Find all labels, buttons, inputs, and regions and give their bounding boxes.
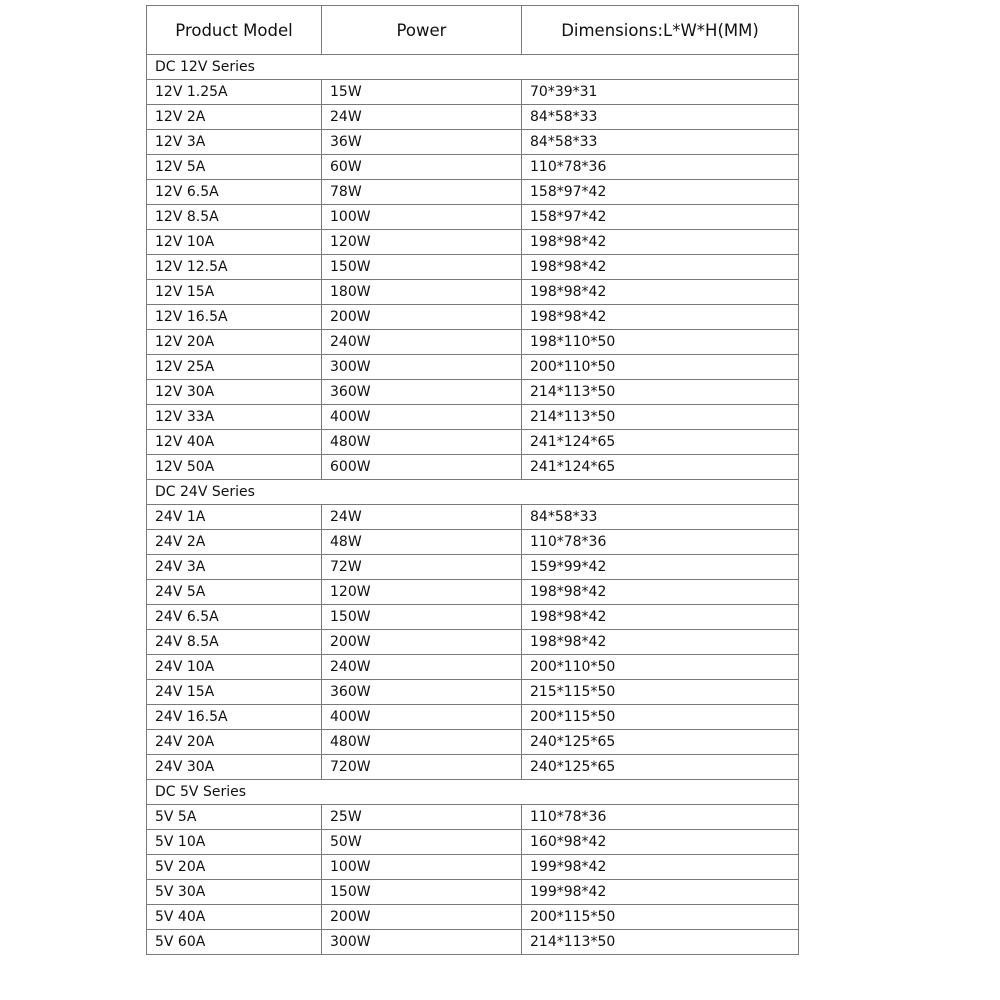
cell-product-model: 5V 10A	[147, 830, 322, 855]
cell-power: 100W	[322, 855, 522, 880]
cell-dimensions: 158*97*42	[522, 180, 799, 205]
cell-product-model: 12V 50A	[147, 455, 322, 480]
cell-power: 48W	[322, 530, 522, 555]
cell-product-model: 24V 2A	[147, 530, 322, 555]
table-row	[147, 530, 799, 555]
cell-power: 120W	[322, 230, 522, 255]
cell-power: 25W	[322, 805, 522, 830]
cell-power: 300W	[322, 930, 522, 955]
cell-power: 480W	[322, 730, 522, 755]
cell-dimensions: 241*124*65	[522, 455, 799, 480]
cell-power: 150W	[322, 605, 522, 630]
table-row	[147, 180, 799, 205]
cell-power: 180W	[322, 280, 522, 305]
cell-product-model: 12V 5A	[147, 155, 322, 180]
series-row	[147, 55, 799, 80]
cell-dimensions: 198*110*50	[522, 330, 799, 355]
cell-product-model: 5V 40A	[147, 905, 322, 930]
cell-dimensions: 200*115*50	[522, 705, 799, 730]
table-row	[147, 80, 799, 105]
series-row	[147, 780, 799, 805]
cell-product-model: 24V 15A	[147, 680, 322, 705]
table-row	[147, 580, 799, 605]
cell-power: 60W	[322, 155, 522, 180]
table-row	[147, 130, 799, 155]
table-row	[147, 680, 799, 705]
cell-dimensions: 200*110*50	[522, 355, 799, 380]
cell-dimensions: 84*58*33	[522, 505, 799, 530]
table-row	[147, 905, 799, 930]
cell-dimensions: 198*98*42	[522, 305, 799, 330]
cell-product-model: 12V 6.5A	[147, 180, 322, 205]
table-row	[147, 755, 799, 780]
header-product-model: Product Model	[147, 6, 322, 55]
cell-power: 150W	[322, 255, 522, 280]
cell-product-model: 12V 30A	[147, 380, 322, 405]
table-row	[147, 105, 799, 130]
cell-power: 150W	[322, 880, 522, 905]
table-row	[147, 930, 799, 955]
header-power: Power	[322, 6, 522, 55]
cell-product-model: 5V 30A	[147, 880, 322, 905]
cell-product-model: 5V 5A	[147, 805, 322, 830]
cell-product-model: 12V 15A	[147, 280, 322, 305]
header-dimensions: Dimensions:L*W*H(MM)	[522, 6, 799, 55]
cell-dimensions: 198*98*42	[522, 605, 799, 630]
spec-table	[146, 5, 799, 955]
cell-power: 36W	[322, 130, 522, 155]
cell-product-model: 12V 33A	[147, 405, 322, 430]
cell-product-model: 12V 10A	[147, 230, 322, 255]
cell-product-model: 24V 5A	[147, 580, 322, 605]
cell-power: 300W	[322, 355, 522, 380]
table-row	[147, 380, 799, 405]
cell-product-model: 24V 6.5A	[147, 605, 322, 630]
table-row	[147, 280, 799, 305]
cell-power: 200W	[322, 305, 522, 330]
cell-dimensions: 110*78*36	[522, 805, 799, 830]
table-row	[147, 405, 799, 430]
cell-power: 720W	[322, 755, 522, 780]
cell-power: 72W	[322, 555, 522, 580]
cell-power: 240W	[322, 655, 522, 680]
cell-power: 24W	[322, 505, 522, 530]
cell-product-model: 12V 25A	[147, 355, 322, 380]
cell-power: 400W	[322, 405, 522, 430]
table-row	[147, 230, 799, 255]
cell-product-model: 5V 20A	[147, 855, 322, 880]
table-row	[147, 330, 799, 355]
cell-dimensions: 110*78*36	[522, 155, 799, 180]
cell-dimensions: 214*113*50	[522, 405, 799, 430]
table-row	[147, 305, 799, 330]
cell-product-model: 12V 40A	[147, 430, 322, 455]
cell-dimensions: 199*98*42	[522, 880, 799, 905]
table-header	[147, 6, 799, 55]
cell-product-model: 12V 2A	[147, 105, 322, 130]
cell-product-model: 12V 12.5A	[147, 255, 322, 280]
table-row	[147, 880, 799, 905]
cell-dimensions: 199*98*42	[522, 855, 799, 880]
cell-dimensions: 70*39*31	[522, 80, 799, 105]
cell-dimensions: 198*98*42	[522, 580, 799, 605]
cell-product-model: 12V 3A	[147, 130, 322, 155]
cell-dimensions: 214*113*50	[522, 380, 799, 405]
series-row	[147, 480, 799, 505]
table-row	[147, 430, 799, 455]
cell-power: 600W	[322, 455, 522, 480]
cell-power: 78W	[322, 180, 522, 205]
table-row	[147, 605, 799, 630]
cell-dimensions: 158*97*42	[522, 205, 799, 230]
table-row	[147, 155, 799, 180]
cell-power: 200W	[322, 630, 522, 655]
cell-dimensions: 200*115*50	[522, 905, 799, 930]
cell-power: 400W	[322, 705, 522, 730]
cell-dimensions: 84*58*33	[522, 105, 799, 130]
cell-product-model: 12V 8.5A	[147, 205, 322, 230]
cell-power: 480W	[322, 430, 522, 455]
cell-power: 50W	[322, 830, 522, 855]
table-row	[147, 455, 799, 480]
cell-dimensions: 215*115*50	[522, 680, 799, 705]
cell-dimensions: 84*58*33	[522, 130, 799, 155]
table-row	[147, 705, 799, 730]
cell-product-model: 24V 20A	[147, 730, 322, 755]
table-row	[147, 355, 799, 380]
table-row	[147, 655, 799, 680]
cell-power: 120W	[322, 580, 522, 605]
series-title: DC 12V Series	[147, 55, 799, 80]
cell-product-model: 12V 16.5A	[147, 305, 322, 330]
cell-power: 100W	[322, 205, 522, 230]
table-row	[147, 855, 799, 880]
cell-dimensions: 159*99*42	[522, 555, 799, 580]
cell-product-model: 5V 60A	[147, 930, 322, 955]
cell-power: 360W	[322, 680, 522, 705]
table-row	[147, 255, 799, 280]
cell-product-model: 24V 16.5A	[147, 705, 322, 730]
cell-product-model: 24V 8.5A	[147, 630, 322, 655]
cell-dimensions: 240*125*65	[522, 755, 799, 780]
table-row	[147, 555, 799, 580]
table-row	[147, 505, 799, 530]
cell-dimensions: 241*124*65	[522, 430, 799, 455]
cell-product-model: 24V 30A	[147, 755, 322, 780]
table-row	[147, 205, 799, 230]
table-row	[147, 805, 799, 830]
cell-product-model: 12V 1.25A	[147, 80, 322, 105]
cell-power: 240W	[322, 330, 522, 355]
series-title: DC 24V Series	[147, 480, 799, 505]
cell-power: 24W	[322, 105, 522, 130]
cell-product-model: 24V 1A	[147, 505, 322, 530]
table-body	[147, 55, 799, 955]
cell-power: 200W	[322, 905, 522, 930]
cell-dimensions: 198*98*42	[522, 230, 799, 255]
cell-product-model: 12V 20A	[147, 330, 322, 355]
cell-dimensions: 198*98*42	[522, 280, 799, 305]
table-row	[147, 830, 799, 855]
table-row	[147, 730, 799, 755]
cell-power: 15W	[322, 80, 522, 105]
table-row	[147, 630, 799, 655]
cell-dimensions: 200*110*50	[522, 655, 799, 680]
cell-dimensions: 110*78*36	[522, 530, 799, 555]
cell-product-model: 24V 3A	[147, 555, 322, 580]
cell-power: 360W	[322, 380, 522, 405]
cell-dimensions: 160*98*42	[522, 830, 799, 855]
header-row	[147, 6, 799, 55]
cell-dimensions: 214*113*50	[522, 930, 799, 955]
cell-dimensions: 198*98*42	[522, 255, 799, 280]
cell-product-model: 24V 10A	[147, 655, 322, 680]
cell-dimensions: 240*125*65	[522, 730, 799, 755]
series-title: DC 5V Series	[147, 780, 799, 805]
cell-dimensions: 198*98*42	[522, 630, 799, 655]
